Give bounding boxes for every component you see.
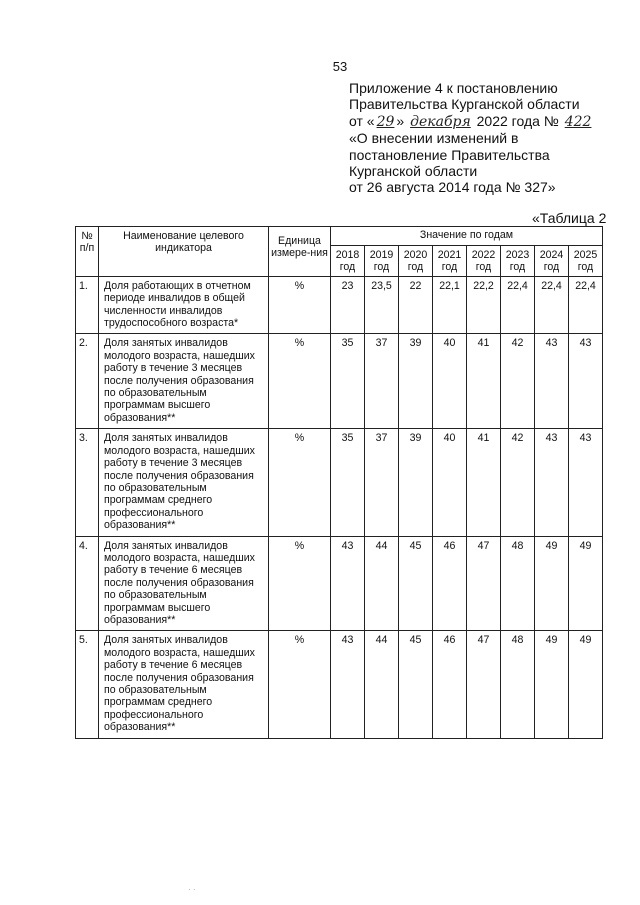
value-cell: 42	[501, 429, 535, 536]
year-label: 2020	[403, 249, 428, 261]
year-unit-label: год	[339, 261, 356, 274]
indicator-name: Доля занятых инвалидов молодого возраста, нашедших работу в течение 3 месяцев после получения образования по образовательным программам среднего профессионального образования**	[99, 429, 269, 536]
value-cell: 37	[365, 429, 399, 536]
value-cell: 23	[331, 276, 365, 334]
unit-cell: %	[269, 276, 331, 334]
value-cell: 41	[467, 334, 501, 429]
header-line-1: Приложение 4 к постановлению	[349, 80, 558, 96]
value-cell: 42	[501, 334, 535, 429]
table-label: «Таблица 2	[532, 210, 607, 226]
table-body	[76, 276, 603, 738]
unit-cell: %	[269, 631, 331, 738]
row-number: 4.	[76, 536, 99, 631]
header-indicator-name: Наименование целевого индикатора	[99, 227, 269, 277]
year-label: 2021	[437, 249, 462, 261]
header-line-7: от 26 августа 2014 года № 327»	[349, 179, 556, 196]
value-cell: 49	[569, 631, 603, 738]
value-cell: 46	[433, 536, 467, 631]
indicators-table	[75, 226, 603, 739]
year-header-2018	[331, 246, 365, 277]
row-number: 2.	[76, 334, 99, 429]
indicator-name: Доля работающих в отчетном периоде инвалидов в общей численности инвалидов трудоспособного возраста*	[99, 276, 269, 334]
value-cell: 40	[433, 334, 467, 429]
value-cell: 43	[569, 334, 603, 429]
value-cell: 47	[467, 631, 501, 738]
value-cell: 22,4	[501, 276, 535, 334]
year-header-2023	[501, 246, 535, 277]
year-header-2024	[535, 246, 569, 277]
indicator-name: Доля занятых инвалидов молодого возраста, нашедших работу в течение 6 месяцев после получения образования по образовательным программам высшего образования**	[99, 536, 269, 631]
value-cell: 35	[331, 334, 365, 429]
year-label: 2023	[505, 249, 530, 261]
value-cell: 43	[569, 429, 603, 536]
year-label: 2019	[369, 249, 394, 261]
row-number: 1.	[76, 276, 99, 334]
table-row	[76, 631, 603, 738]
value-cell: 22,1	[433, 276, 467, 334]
value-cell: 49	[535, 536, 569, 631]
table-row	[76, 536, 603, 631]
header-values-by-year: Значение по годам	[331, 227, 603, 246]
handwritten-number: 422	[564, 113, 592, 130]
table-row	[76, 429, 603, 536]
value-cell: 39	[399, 334, 433, 429]
value-cell: 22,4	[535, 276, 569, 334]
table-row	[76, 276, 603, 334]
date-prefix: от «	[349, 112, 375, 129]
header-line-6: Курганской области	[349, 163, 478, 180]
value-cell: 39	[399, 429, 433, 536]
year-unit-label: год	[441, 261, 458, 274]
value-cell: 35	[331, 429, 365, 536]
value-cell: 49	[535, 631, 569, 738]
year-unit-label: год	[577, 261, 594, 274]
year-unit-label: год	[543, 261, 560, 274]
value-cell: 22,2	[467, 276, 501, 334]
year-unit-label: год	[373, 261, 390, 274]
value-cell: 22,4	[569, 276, 603, 334]
value-cell: 43	[535, 334, 569, 429]
indicator-name: Доля занятых инвалидов молодого возраста, нашедших работу в течение 3 месяцев после получения образования по образовательным программам высшего образования**	[99, 334, 269, 429]
value-cell: 40	[433, 429, 467, 536]
value-cell: 43	[331, 536, 365, 631]
value-cell: 41	[467, 429, 501, 536]
value-cell: 49	[569, 536, 603, 631]
value-cell: 47	[467, 536, 501, 631]
year-label: 2025	[573, 249, 598, 261]
handwritten-day: 29	[376, 113, 395, 130]
header-line-2: Правительства Курганской области	[349, 96, 580, 113]
year-header-2020	[399, 246, 433, 277]
header-line-4: «О внесении изменений в	[349, 130, 519, 147]
value-cell: 45	[399, 631, 433, 738]
value-cell: 37	[365, 334, 399, 429]
row-number: 5.	[76, 631, 99, 738]
scan-artifact: · ·	[188, 885, 196, 894]
unit-cell: %	[269, 429, 331, 536]
value-cell: 22	[399, 276, 433, 334]
row-number: 3.	[76, 429, 99, 536]
indicator-name: Доля занятых инвалидов молодого возраста, нашедших работу в течение 6 месяцев после получения образования по образовательным программам среднего профессионального образования**	[99, 631, 269, 738]
header-unit: Единица измере-ния	[269, 227, 331, 277]
value-cell: 44	[365, 536, 399, 631]
unit-cell: %	[269, 536, 331, 631]
value-cell: 45	[399, 536, 433, 631]
value-cell: 46	[433, 631, 467, 738]
year-unit-label: год	[475, 261, 492, 274]
year-label: 2024	[539, 249, 564, 261]
value-cell: 43	[331, 631, 365, 738]
year-label: 2022	[471, 249, 496, 261]
year-header-2021	[433, 246, 467, 277]
appendix-header	[349, 80, 593, 196]
page-number: 53	[332, 59, 348, 74]
table-row	[76, 334, 603, 429]
header-line-5: постановление Правительства	[349, 146, 550, 163]
header-number: № п/п	[76, 227, 99, 277]
value-cell: 43	[535, 429, 569, 536]
value-cell: 48	[501, 536, 535, 631]
value-cell: 44	[365, 631, 399, 738]
unit-cell: %	[269, 334, 331, 429]
year-header-2025	[569, 246, 603, 277]
year-unit-label: год	[509, 261, 526, 274]
date-year: 2022 года №	[476, 112, 559, 129]
value-cell: 23,5	[365, 276, 399, 334]
year-unit-label: год	[407, 261, 424, 274]
year-label: 2018	[335, 249, 360, 261]
year-header-2019	[365, 246, 399, 277]
header-line-3	[349, 113, 593, 130]
date-quote: »	[396, 112, 405, 129]
year-header-2022	[467, 246, 501, 277]
handwritten-month: декабря	[410, 113, 471, 130]
value-cell: 48	[501, 631, 535, 738]
